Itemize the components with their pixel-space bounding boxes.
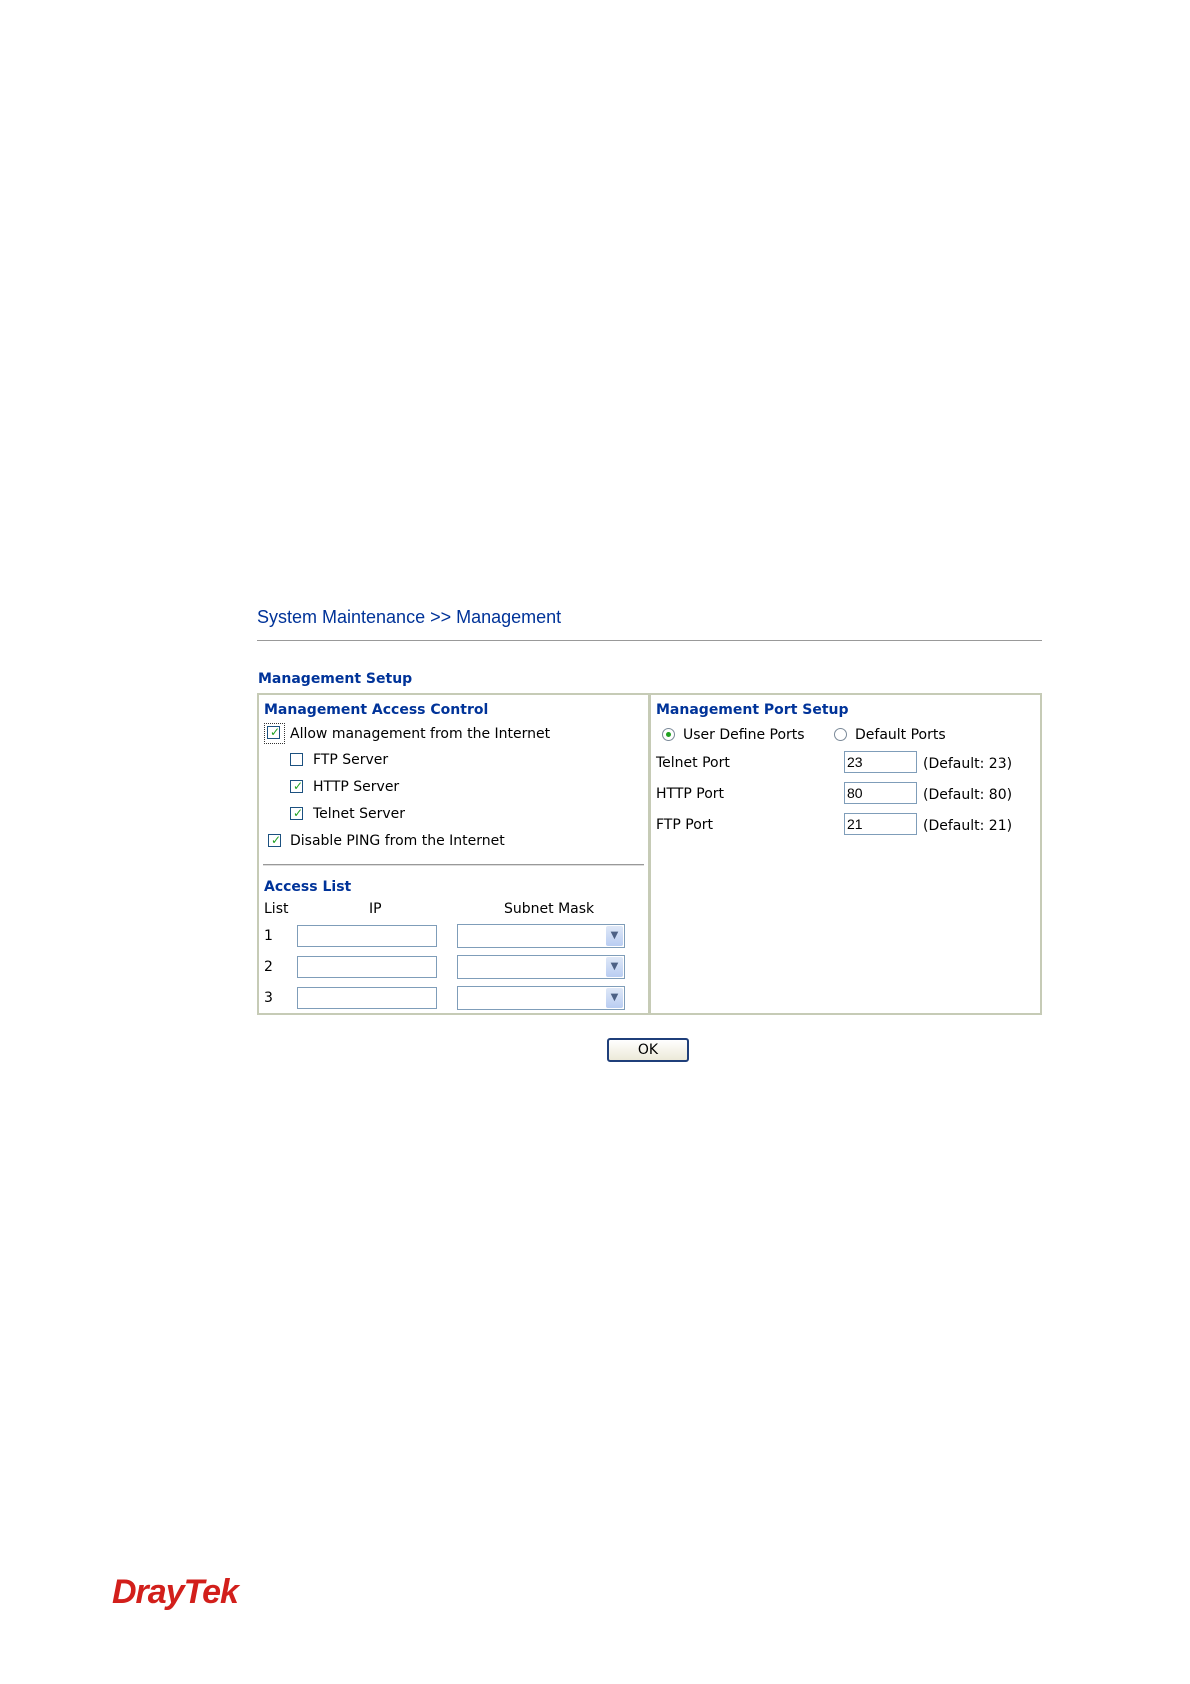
- http-port-default: (Default: 80): [923, 787, 1013, 803]
- allow-internet-checkbox[interactable]: [267, 726, 280, 739]
- access-list-ip-input[interactable]: [297, 925, 437, 947]
- access-list-row-number: 2: [264, 959, 273, 975]
- col-mask-header: Subnet Mask: [504, 901, 595, 917]
- telnet-server-label: Telnet Server: [313, 806, 406, 822]
- chevron-down-icon: ▼: [606, 988, 623, 1008]
- access-control-heading: Management Access Control: [264, 702, 489, 718]
- subnet-mask-select[interactable]: [457, 924, 625, 948]
- draytek-logo: DrayTek: [112, 1573, 238, 1611]
- http-server-checkbox[interactable]: [290, 780, 303, 793]
- check-icon: ✓: [293, 806, 304, 820]
- section-divider: [263, 864, 644, 866]
- http-server-label: HTTP Server: [313, 779, 400, 795]
- access-list-heading: Access List: [264, 879, 352, 895]
- user-define-ports-label: User Define Ports: [683, 727, 805, 743]
- access-list-row-number: 1: [264, 928, 273, 944]
- access-control-panel: [257, 693, 650, 1015]
- check-icon: ✓: [271, 833, 282, 847]
- telnet-port-default: (Default: 23): [923, 756, 1013, 772]
- title-divider: [257, 640, 1042, 641]
- disable-ping-checkbox[interactable]: [268, 834, 281, 847]
- access-list-ip-input[interactable]: [297, 987, 437, 1009]
- default-ports-radio[interactable]: [834, 728, 847, 741]
- access-list-row-number: 3: [264, 990, 273, 1006]
- check-icon: ✓: [270, 725, 281, 739]
- http-port-input[interactable]: 80: [844, 782, 917, 804]
- telnet-port-input[interactable]: 23: [844, 751, 917, 773]
- user-define-ports-radio[interactable]: [662, 728, 675, 741]
- ftp-port-input[interactable]: 21: [844, 813, 917, 835]
- http-port-label: HTTP Port: [656, 786, 725, 802]
- telnet-server-checkbox[interactable]: [290, 807, 303, 820]
- default-ports-label: Default Ports: [855, 727, 946, 743]
- port-setup-heading: Management Port Setup: [656, 702, 849, 718]
- port-setup-panel: [649, 693, 1042, 1015]
- section-title: Management Setup: [258, 671, 413, 687]
- col-list-header: List: [264, 901, 289, 917]
- access-list-ip-input[interactable]: [297, 956, 437, 978]
- ok-button[interactable]: OK: [607, 1038, 689, 1062]
- telnet-port-label: Telnet Port: [656, 755, 730, 771]
- ftp-server-checkbox[interactable]: [290, 753, 303, 766]
- radio-selected-dot: [666, 732, 671, 737]
- disable-ping-label: Disable PING from the Internet: [290, 833, 505, 849]
- check-icon: ✓: [293, 779, 304, 793]
- ftp-server-label: FTP Server: [313, 752, 389, 768]
- ftp-port-default: (Default: 21): [923, 818, 1013, 834]
- allow-internet-label: Allow management from the Internet: [290, 726, 551, 742]
- chevron-down-icon: ▼: [606, 926, 623, 946]
- subnet-mask-select[interactable]: [457, 955, 625, 979]
- subnet-mask-select[interactable]: [457, 986, 625, 1010]
- page-title: System Maintenance >> Management: [257, 607, 562, 627]
- chevron-down-icon: ▼: [606, 957, 623, 977]
- col-ip-header: IP: [369, 901, 382, 917]
- ftp-port-label: FTP Port: [656, 817, 714, 833]
